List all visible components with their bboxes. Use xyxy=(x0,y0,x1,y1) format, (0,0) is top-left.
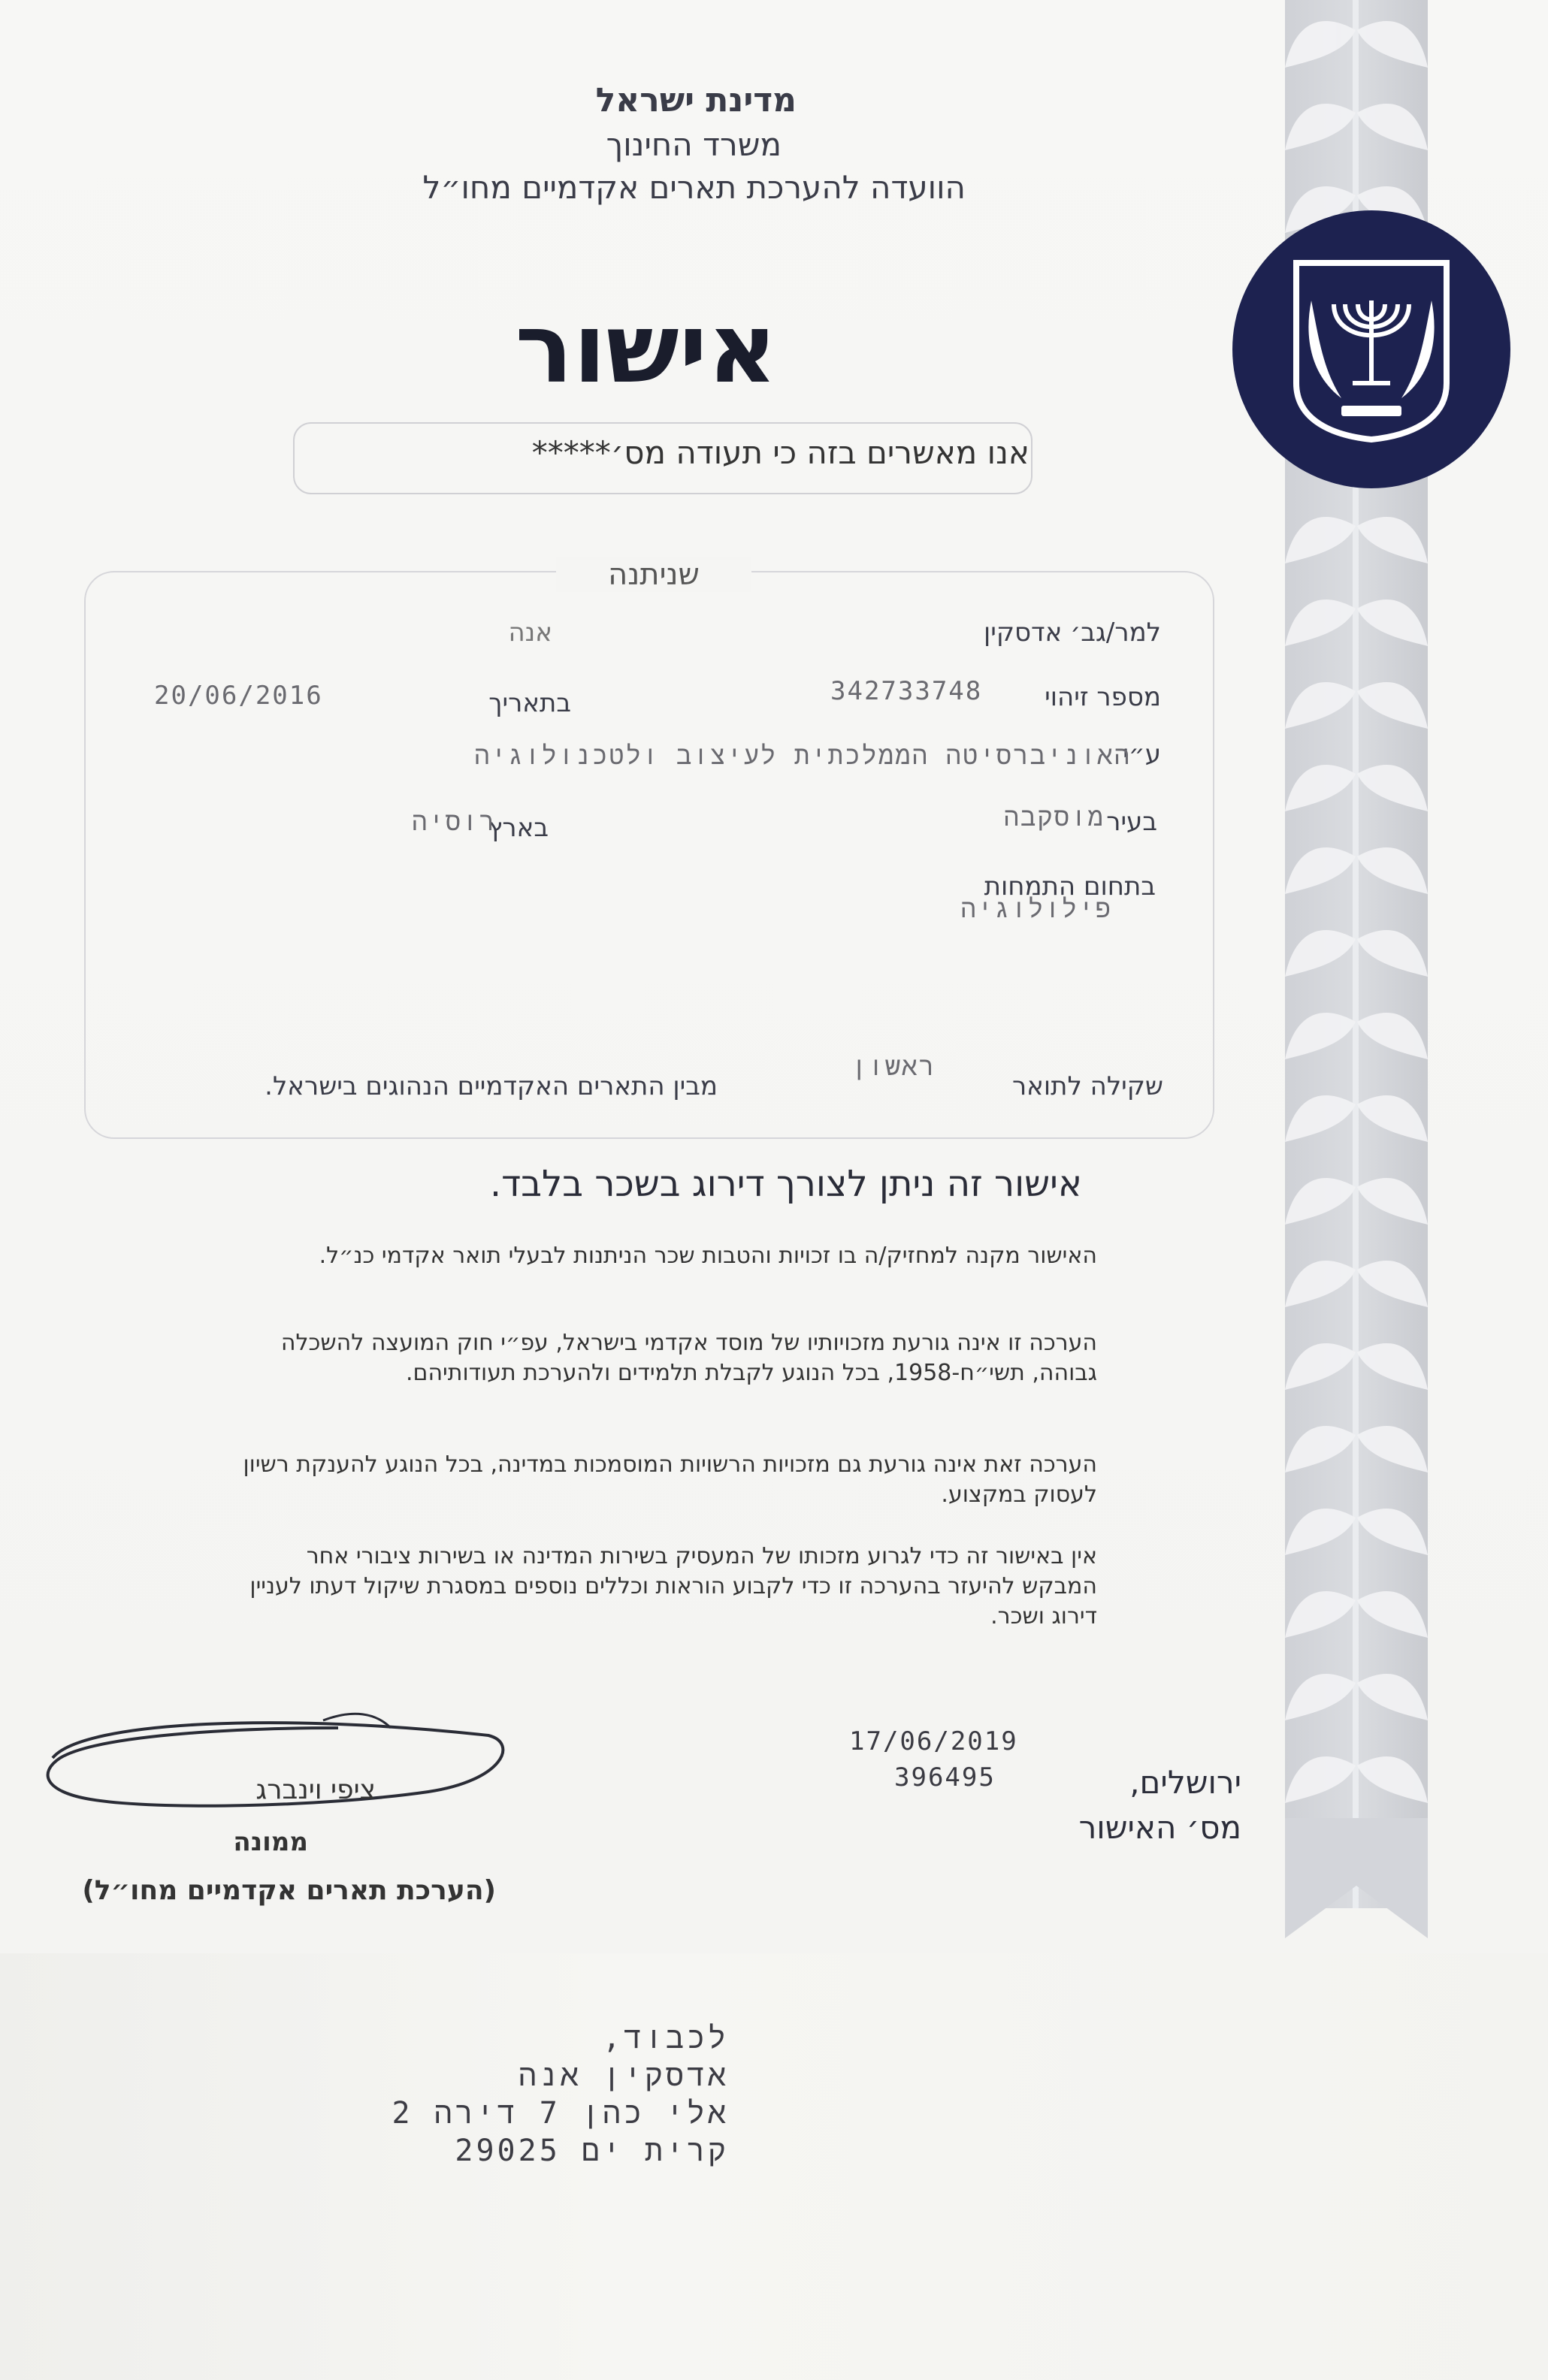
certificate-line: אנו מאשרים בזה כי תעודה מס׳***** xyxy=(531,434,1029,471)
signer-department: (הערכת תארים אקדמיים מחו״ל) xyxy=(82,1875,496,1906)
issue-date: 17/06/2019 xyxy=(849,1726,1018,1756)
date-value: 20/06/2016 xyxy=(154,681,323,711)
paragraph-2: הערכה זו אינה גורעת מזכויותיו של מוסד אקדמי בישראל, עפ״י חוק המועצה להשכלה גבוהה, תשי״ח-1958, בכל הנוגע לקבלת תלמידים ולהערכת תעודותיהם. xyxy=(280,1330,1097,1386)
document-title: אישור xyxy=(515,293,778,405)
details-box xyxy=(84,571,1214,1139)
country-value: רוסיה xyxy=(411,807,496,837)
handwritten-signature xyxy=(38,1705,519,1841)
address-street: אלי כהן 7 דירה 2 xyxy=(392,2096,729,2131)
country-label: בארץ xyxy=(488,813,549,843)
recipient-first-name: אנה xyxy=(508,618,552,648)
address-salutation: לכבוד, xyxy=(602,2021,729,2055)
ribbon-tail xyxy=(1285,1818,1428,1938)
address-name: אדסקין אנה xyxy=(518,2058,729,2093)
field-value: פילולוגיה xyxy=(960,894,1112,924)
signer-role: ממונה xyxy=(233,1827,308,1857)
state-emblem-seal xyxy=(1232,210,1510,488)
state-name: מדינת ישראל xyxy=(595,81,797,119)
institution-name: האוניברסיטה הממלכתית לעיצוב ולטכנולוגיה xyxy=(474,741,1131,771)
by-prefix: ע״י xyxy=(1123,739,1161,769)
equivalence-label: שקילה לתואר xyxy=(1011,1071,1163,1101)
purpose-notice: אישור זה ניתן לצורך דירוג בשכר בלבד. xyxy=(489,1163,1082,1205)
date-label: בתאריך xyxy=(488,688,571,718)
signer-name: ציפי וינברג xyxy=(255,1774,376,1805)
city-value: מוסקבה xyxy=(1003,802,1105,832)
certificate-number: 396495 xyxy=(894,1762,996,1793)
equivalence-suffix: מבין התארים האקדמיים הנהוגים בישראל. xyxy=(265,1071,718,1101)
field-label: בתחום התמחות xyxy=(984,871,1156,902)
recipient-label: למר/גב׳ אדסקין xyxy=(983,618,1161,648)
issue-city: ירושלים, xyxy=(1129,1764,1241,1801)
ministry-name: משרד החינוך xyxy=(606,126,782,163)
paragraph-4: אין באישור זה כדי לגרוע מזכותו של המעסיק בשירות המדינה או בשירות ציבורי אחר המבקש להיעזר בהערכה זו כדי לקבוע הוראות וכללים נוספים במסגרת שיקול דעתו לעניין דירוג ושכר. xyxy=(249,1543,1097,1629)
id-value: 342733748 xyxy=(830,676,983,706)
paragraph-3: הערכה זאת אינה גורעת גם מזכויות הרשויות המוסמכות במדינה, בכל הנוגע להענקת רשיון לעסוק במקצוע. xyxy=(243,1451,1097,1508)
committee-name: הוועדה להערכת תארים אקדמיים מחו״ל xyxy=(422,169,966,206)
degree-value: ראשון xyxy=(851,1052,936,1082)
paragraph-1: האישור מקנה למחזיק/ה בו זכויות והטבות שכר הניתנות לבעלי תואר אקדמי כנ״ל. xyxy=(319,1243,1097,1269)
id-label: מספר זיהוי xyxy=(1045,682,1161,712)
granted-label: שניתנה xyxy=(556,557,751,592)
address-city: קרית ים 29025 xyxy=(455,2134,729,2168)
city-label: בעיר xyxy=(1106,807,1157,837)
certificate-number-label: מס׳ האישור xyxy=(1078,1809,1241,1846)
